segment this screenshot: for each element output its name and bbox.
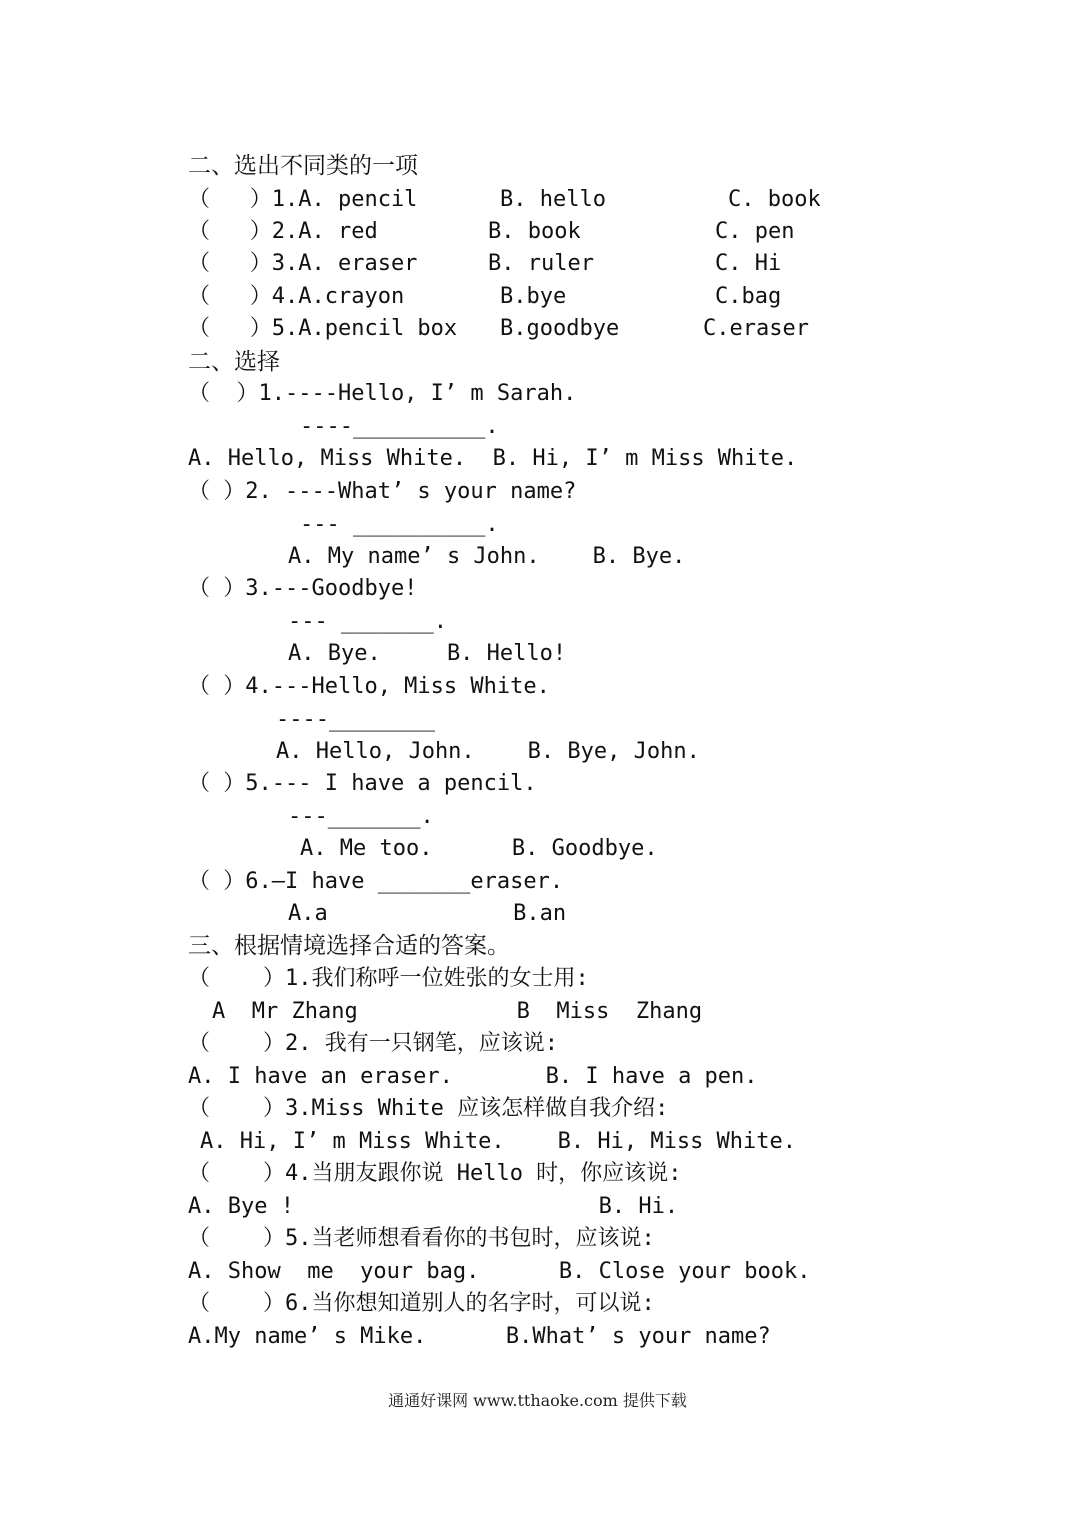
s1-item-2-b: B. book [488,219,581,244]
s1-item-5-a: （ ）5.A.pencil box [188,316,458,341]
section2-title: 二、选择 [188,349,280,375]
s3-line-1: （ ）1.我们称呼一位姓张的女士用: [188,966,589,991]
s1-item-3-b: B. ruler [488,251,594,276]
s3-line-9: （ ）5.当老师想看看你的书包时，应该说: [188,1226,655,1251]
s2-line-3: A. Hello, Miss White. B. Hi, I’ m Miss White. [188,446,798,471]
s1-item-5-b: B.goodbye [500,316,620,341]
section1-title: 二、选出不同类的一项 [188,153,418,179]
s3-line-6: A. Hi, I’ m Miss White. B. Hi, Miss White. [200,1129,797,1154]
s3-line-11: （ ）6.当你想知道别人的名字时，可以说: [188,1291,655,1316]
s2-line-10: （ ）4.---Hello, Miss White. [188,674,550,699]
s2-line-8: --- _______. [288,609,447,634]
s1-item-3-c: C. Hi [715,251,782,276]
footer-credit: 通通好课网 www.tthaoke.com 提供下载 [388,1391,687,1410]
s1-item-3-a: （ ）3.A. eraser [188,251,418,276]
s2-line-11: ----________ [276,707,435,732]
s1-item-1-a: （ ）1.A. pencil [188,187,418,212]
s2-line-13: （ ）5.--- I have a pencil. [188,771,537,796]
s1-item-1-c: C. book [728,187,821,212]
s1-item-5-c: C.eraser [703,316,809,341]
s2-line-17: A.a B.an [288,901,567,926]
s3-line-7: （ ）4.当朋友跟你说 Hello 时，你应该说: [188,1161,682,1186]
s2-line-15: A. Me too. B. Goodbye. [300,836,658,861]
s3-line-10: A. Show me your bag. B. Close your book. [188,1259,811,1284]
s1-item-4-b: B.bye [500,284,567,309]
s3-line-4: A. I have an eraser. B. I have a pen. [188,1064,758,1089]
section3-title: 三、根据情境选择合适的答案。 [188,933,510,959]
s2-line-12: A. Hello, John. B. Bye, John. [276,739,700,764]
s3-line-3: （ ）2. 我有一只钢笔，应该说: [188,1031,558,1056]
s2-line-14: ---_______. [288,804,434,829]
s3-line-2: A Mr Zhang B Miss Zhang [212,999,703,1024]
s2-line-16: （ ）6.—I have _______eraser. [188,869,564,894]
s1-item-2-c: C. pen [715,219,795,244]
s3-line-5: （ ）3.Miss White 应该怎样做自我介绍: [188,1096,669,1121]
s1-item-1-b: B. hello [500,187,606,212]
s1-item-2-a: （ ）2.A. red [188,219,378,244]
s2-line-4: （ ）2. ----What’ s your name? [188,479,577,504]
s2-line-5: --- __________. [300,512,499,537]
s1-item-4-c: C.bag [715,284,782,309]
s2-line-9: A. Bye. B. Hello! [288,641,567,666]
s2-line-2: ----__________. [300,414,499,439]
s2-line-7: （ ）3.---Goodbye! [188,576,418,601]
s2-line-6: A. My name’ s John. B. Bye. [288,544,686,569]
s2-line-1: （ ）1.----Hello, I’ m Sarah. [188,381,577,406]
s3-line-8: A. Bye ! B. Hi. [188,1194,679,1219]
s3-line-12: A.My name’ s Mike. B.What’ s your name? [188,1324,771,1349]
s1-item-4-a: （ ）4.A.crayon [188,284,405,309]
